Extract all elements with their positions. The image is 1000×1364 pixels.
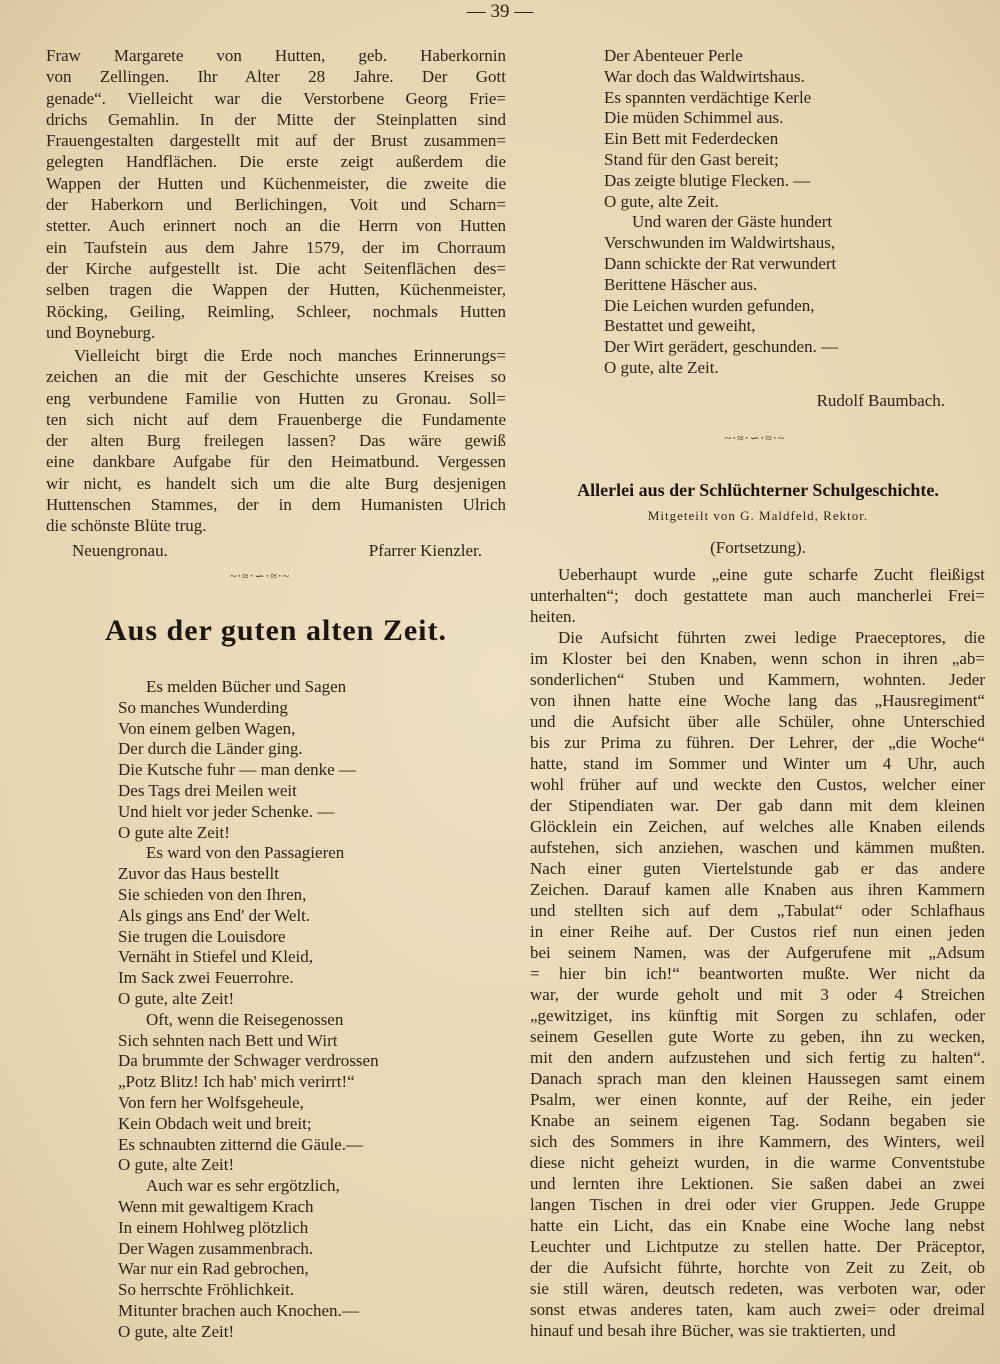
text-line: Wappen der Hutten und Küchenmeister, die zweite die	[46, 173, 506, 193]
text-line: Die Aufsicht führten zwei ledige Praeceptores, die	[558, 628, 985, 647]
poem-line: O gute, alte Zeit.	[604, 357, 719, 377]
text-line: und Boyneburg.	[46, 322, 156, 342]
poem-line: Bestattet und geweiht,	[604, 316, 756, 336]
poem-line: Es melden Bücher und Sagen	[146, 677, 347, 696]
text-line: sonst etwas anderes taten, kam auch zwei= oder dreimal	[530, 1300, 985, 1319]
text-line: hatte, stand im Sommer und Winter um 4 Uhr, auch	[530, 754, 985, 773]
text-line: langen Tischen in drei oder vier Gruppen. Jede Gruppe	[530, 1195, 985, 1214]
poem-line: Und hielt vor jeder Schenke. —	[118, 801, 335, 821]
poem-line: Mitunter brachen auch Knochen.—	[118, 1300, 359, 1320]
poem-line: Sich sehnten nach Bett und Wirt	[118, 1030, 338, 1050]
text-line: eng verbundene Familie von Hutten zu Gronau. Soll=	[46, 388, 506, 408]
text-line: unterhalten“; doch gestattete man auch mancherlei Frei=	[530, 586, 985, 605]
poem-line: O gute, alte Zeit!	[118, 1155, 235, 1175]
poem-title: Aus der guten alten Zeit.	[105, 614, 447, 647]
text-line: „gewitziget, ins künftig mit Sorgen zu schlafen, oder	[530, 1006, 985, 1025]
text-line: Zeichen. Darauf kamen alle Knaben aus ihren Kammern	[530, 880, 985, 899]
poem-line: Vernäht in Stiefel und Kleid,	[118, 947, 313, 967]
poem-author: Rudolf Baumbach.	[816, 391, 945, 410]
article-body	[530, 564, 985, 1341]
poem-line: Auch war es sehr ergötzlich,	[146, 1176, 340, 1196]
text-line: der Stipendiaten war. Der gab dann mit dem kleinen	[530, 796, 985, 815]
poem-line: Es spannten verdächtige Kerle	[604, 87, 812, 107]
poem-line: Oft, wenn die Reisegenossen	[146, 1009, 344, 1029]
poem-line: Verschwunden im Waldwirtshaus,	[604, 233, 836, 253]
text-line: selben tragen die Wappen der Hutten, Küchenmeister,	[46, 280, 506, 300]
text-line: Huttenschen Stammes, der in dem Humanisten Ulrich	[46, 495, 506, 515]
text-line: Knabe an seinem eigenen Tag. Sodann begaben sie	[530, 1111, 985, 1130]
text-line: sie still wären, deutsch redeten, was verboten war, oder	[530, 1279, 985, 1298]
poem-line: So manches Wunderding	[118, 697, 288, 717]
left-article-closing-paragraph	[46, 345, 506, 537]
text-line: Frauengestalten dargestellt mit auf der Brust zusammen=	[46, 131, 506, 151]
poem-line: „Potz Blitz! Ich hab' mich verirrt!“	[118, 1072, 355, 1092]
text-line: der alten Burg freilegen lassen? Das wäre gewiß	[46, 431, 506, 451]
continuation-note: (Fortsetzung).	[710, 538, 806, 557]
poem-line: Der durch die Länder ging.	[118, 739, 303, 759]
poem-line: Von einem gelben Wagen,	[118, 718, 296, 738]
text-line: hinauf und besah ihre Bücher, was sie traktierten, und	[530, 1321, 896, 1340]
text-line: im Kloster bei den Knaben, wenn schon in ihren „ab=	[530, 649, 985, 668]
poem-line: Die müden Schimmel aus.	[604, 108, 784, 128]
left-article-continuation	[46, 45, 506, 343]
text-line: gelegten Handflächen. Die erste zeigt außerdem die	[46, 152, 506, 172]
poem-line: Des Tags drei Meilen weit	[118, 780, 297, 800]
signature-place: Neuengronau.	[72, 541, 168, 560]
poem-line: War doch das Waldwirtshaus.	[604, 66, 805, 86]
poem-line: Der Abenteuer Perle	[604, 46, 743, 65]
poem-line: Ein Bett mit Federdecken	[604, 129, 779, 149]
poem-line: O gute, alte Zeit!	[118, 1321, 235, 1341]
poem-line: So herrschte Fröhlichkeit.	[118, 1280, 295, 1300]
text-line: die schönste Blüte trug.	[46, 516, 207, 536]
text-line: genade“. Vielleicht war die Verstorbene Georg Frie=	[46, 88, 506, 108]
text-line: ten sich nicht auf dem Frauenberge die Fundamente	[46, 409, 506, 429]
ornament-divider: ~⋅≈⋅∽⋅≈⋅~	[229, 569, 291, 583]
text-line: bis zur Prima zu führen. Der Lehrer, der „die Woche“	[530, 733, 985, 752]
text-line: bei seinem Namen, was der Aufgerufene mit „Adsum	[530, 943, 985, 962]
poem-line: Sie schieden von den Ihren,	[118, 884, 307, 904]
poem-line: Stand für den Gast bereit;	[604, 149, 779, 169]
text-line: Leuchter und Lichtputze zu stellen hatte. Der Präceptor,	[530, 1237, 985, 1256]
poem-line: O gute, alte Zeit.	[604, 191, 719, 211]
text-line: hatte ein Licht, das ein Knabe eine Woche lang nebst	[530, 1216, 985, 1235]
poem-line: Der Wagen zusammenbrach.	[118, 1238, 314, 1258]
poem-line: Der Wirt gerädert, geschunden. —	[604, 337, 839, 357]
text-line: Glöcklein ein Zeichen, auf welches alle Knaben eilends	[530, 817, 985, 836]
poem-line: War nur ein Rad gebrochen,	[118, 1259, 309, 1279]
signature-author: Pfarrer Kienzler.	[368, 541, 482, 560]
text-line: Fraw Margarete von Hutten, geb. Haberkornin	[46, 46, 506, 65]
poem-line: Da brummte der Schwager verdrossen	[118, 1051, 379, 1071]
text-line: und die Aufsicht über alle Schüler, ohne Unterschied	[530, 712, 985, 731]
article-subtitle: Mitgeteilt von G. Maldfeld, Rektor.	[647, 508, 869, 523]
poem-line: Sie trugen die Louisdore	[118, 926, 286, 946]
text-line: wohl früher auf und weckte den Custos, welcher einer	[530, 775, 985, 794]
poem-line: Dann schickte der Rat verwundert	[604, 253, 837, 273]
poem-line: O gute alte Zeit!	[118, 822, 230, 842]
page-number: — 39 —	[466, 1, 534, 22]
poem-line: Und waren der Gäste hundert	[632, 212, 833, 232]
poem-line: Wenn mit gewaltigem Krach	[118, 1196, 314, 1216]
text-line: Danach sprach man den kleinen Haussegen samt einem	[530, 1069, 985, 1088]
poem-line: Kein Obdach weit und breit;	[118, 1113, 312, 1133]
poem-line: Die Kutsche fuhr — man denke —	[118, 760, 356, 780]
text-line: der Haberkorn und Berlichingen, Voit und Scharn=	[46, 195, 506, 215]
text-line: der die Aufsicht führte, horchte von Zeit zu Zeit, ob	[530, 1258, 985, 1277]
poem-line: Die Leichen wurden gefunden,	[604, 295, 815, 315]
article-title: Allerlei aus der Schlüchterner Schulgeschichte.	[577, 480, 939, 500]
right-poem	[604, 46, 984, 379]
text-line: Röcking, Geiling, Reimling, Schleer, nochmals Hutten	[46, 301, 506, 321]
text-line: Psalm, wer einen konnte, auf der Reihe, ein jeder	[530, 1090, 985, 1109]
text-line: drichs Gemahlin. In der Mitte der Steinplatten sind	[46, 109, 506, 129]
text-line: stetter. Auch erinnert noch an die Herrn von Hutten	[46, 216, 506, 236]
text-line: Ueberhaupt wurde „eine gute scharfe Zucht fleißigst	[558, 565, 985, 584]
text-line: und stellten sich auf dem „Tabulat“ oder Schlafhaus	[530, 901, 985, 920]
left-signature	[72, 540, 482, 561]
text-line: heiten.	[530, 607, 576, 626]
text-line: diese nicht geheizt wurden, in die warme Conventstube	[530, 1153, 985, 1172]
text-line: aufstehen, sich anziehen, waschen und kämmen mußten.	[530, 838, 985, 857]
text-line: = hier bin ich!“ beantworten mußte. Wer nicht da	[530, 964, 985, 983]
poem-line: In einem Hohlweg plötzlich	[118, 1217, 309, 1237]
text-line: Vielleicht birgt die Erde noch manches Erinnerungs=	[74, 346, 506, 365]
text-line: der Kirche aufgestellt ist. Die acht Seitenflächen des=	[46, 258, 506, 278]
ornament-divider: ~⋅≈⋅∽⋅≈⋅~	[724, 431, 786, 445]
poem-line: Von fern her Wolfsgeheule,	[118, 1092, 304, 1112]
text-line: von Zellingen. Ihr Alter 28 Jahre. Der Gott	[46, 67, 506, 87]
text-line: zeichen an die mit der Geschichte unseres Kreises so	[46, 367, 506, 387]
poem-line: Als gings ans End' der Welt.	[118, 905, 311, 925]
poem-line: Das zeigte blutige Flecken. —	[604, 170, 811, 190]
poem-line: Zuvor das Haus bestellt	[118, 864, 279, 884]
poem-line: Berittene Häscher aus.	[604, 274, 758, 294]
text-line: in einer Reihe auf. Der Custos rief nun einen jeden	[530, 922, 985, 941]
left-poem	[118, 677, 498, 1343]
poem-line: Im Sack zwei Feuerrohre.	[118, 968, 294, 988]
text-line: ein Taufstein aus dem Jahre 1579, der im Chorraum	[46, 237, 506, 257]
text-line: sich des Sommers in ihre Kammern, des Winters, weil	[530, 1132, 985, 1151]
text-line: mit den andern aufzustehen und sich fertig zu halten“.	[530, 1048, 985, 1067]
poem-line: O gute, alte Zeit!	[118, 988, 235, 1008]
poem-line: Es ward von den Passagieren	[146, 843, 345, 863]
text-line: seinem Gesellen gute Worte zu geben, ihn zu wecken,	[530, 1027, 985, 1046]
poem-signature	[530, 390, 945, 411]
text-line: war, der wurde geholt und mit 3 oder 4 Streichen	[530, 985, 985, 1004]
text-line: wir nicht, es handelt sich um die alte Burg desjenigen	[46, 473, 506, 493]
text-line: Nach einer guten Viertelstunde gab er das andere	[530, 859, 985, 878]
poem-line: Es schnaubten zitternd die Gäule.—	[118, 1134, 364, 1154]
text-line: eine dankbare Aufgabe für den Heimatbund. Vergessen	[46, 452, 506, 472]
text-line: sonderlichen“ Stuben und Kammern, wohnten. Jeder	[530, 670, 985, 689]
text-line: und lernten ihre Lektionen. Sie saßen dabei an zwei	[530, 1174, 985, 1193]
text-line: von ihnen hatte eine Woche lang das „Hausregiment“	[530, 691, 985, 710]
